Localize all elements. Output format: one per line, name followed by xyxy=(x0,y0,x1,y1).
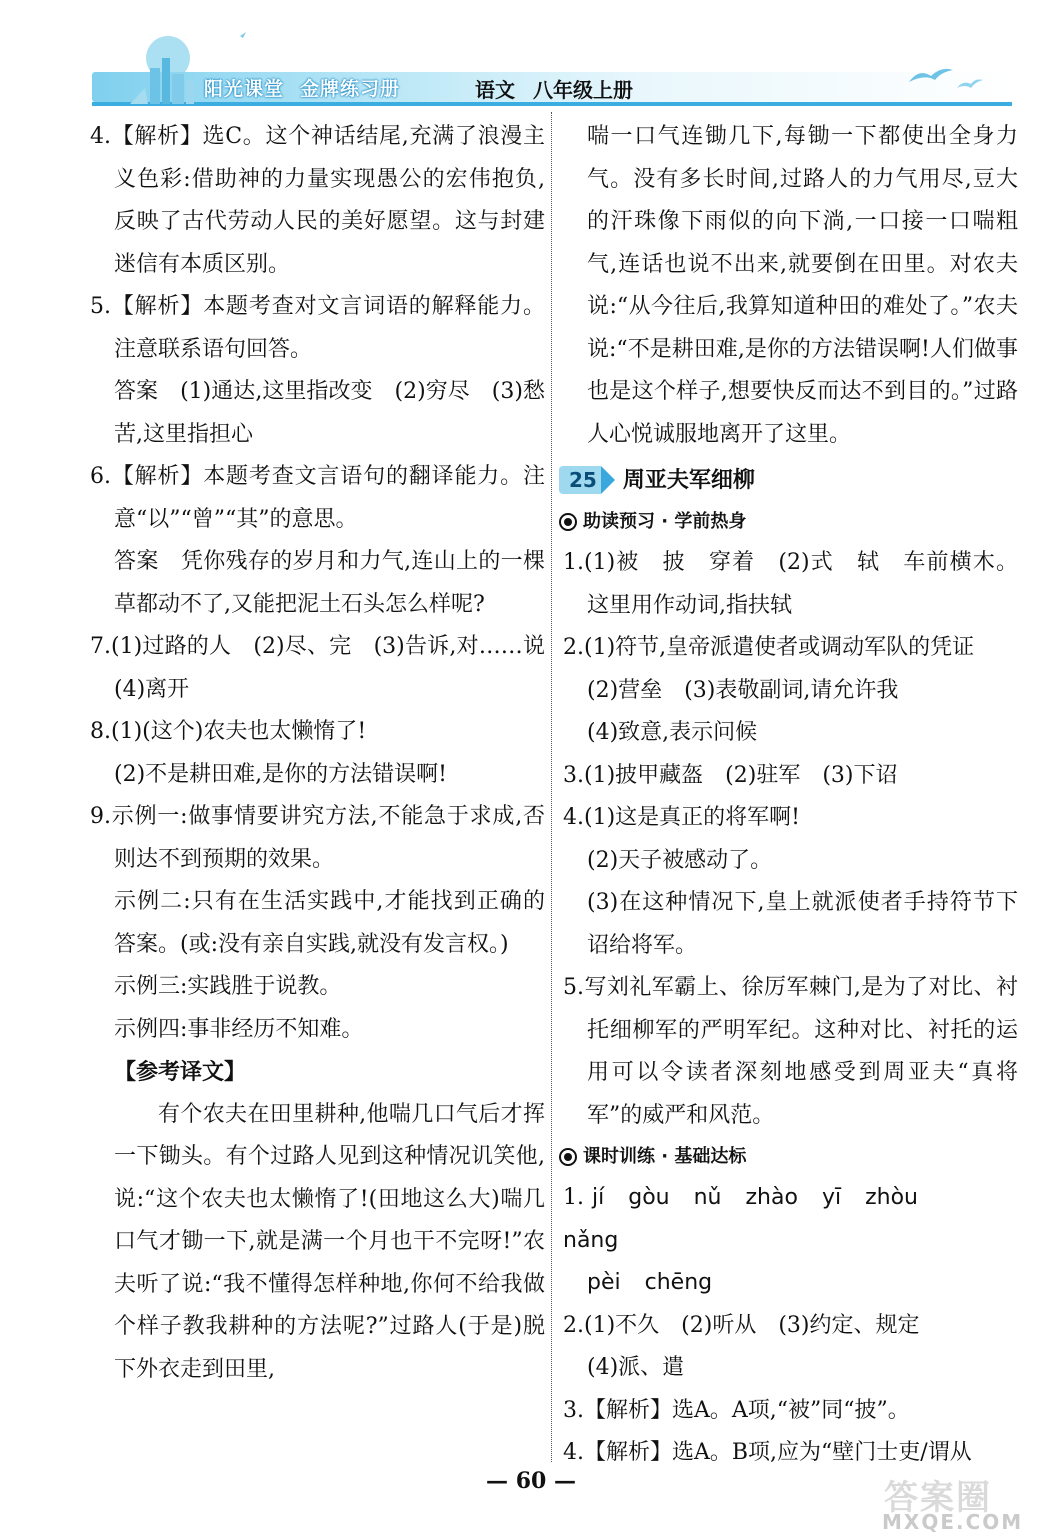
series-title xyxy=(204,74,416,101)
pinyin: yī xyxy=(821,1185,842,1210)
preview-q3: 3.(1)披甲藏盔 (2)驻军 (3)下诏 xyxy=(563,762,898,788)
pinyin: nǎng xyxy=(563,1227,619,1253)
series-name-1: 阳光课堂 xyxy=(204,78,285,100)
section-preview-title: 助读预习 · 学前热身 xyxy=(583,510,747,532)
reference-translation-heading: 【参考译文】 xyxy=(114,1059,247,1085)
answer-8-1: 8.(1)(这个)农夫也太懒惰了! xyxy=(90,719,367,744)
birds-icon xyxy=(905,58,985,94)
arrow-icon xyxy=(601,466,615,494)
subject-grade xyxy=(475,74,651,103)
training-t1-number: 1. xyxy=(563,1185,584,1210)
training-t3: 3.【解析】选A。A项,“被”同“披”。 xyxy=(563,1397,910,1423)
preview-q2-3: (4)致意,表示问候 xyxy=(587,720,758,745)
training-t4: 4.【解析】选A。B项,应为“壁门士吏/谓从 xyxy=(563,1440,972,1465)
answer-5: 5.【解析】本题考查对文言词语的解释能力。注意联系语句回答。 xyxy=(90,294,545,362)
watermark-logo xyxy=(870,1470,1055,1532)
column-divider xyxy=(551,112,552,1462)
answer-9-example-1: 9.示例一:做事情要讲究方法,不能急于求成,否则达不到预期的效果。 xyxy=(90,804,545,872)
training-t1-line2 xyxy=(563,1262,1018,1305)
circle-bullet-icon xyxy=(559,1148,577,1166)
answer-9-example-4: 示例四:事非经历不知难。 xyxy=(114,1016,364,1042)
page-number: — 60 — xyxy=(486,1468,576,1494)
series-name-2: 金牌练习册 xyxy=(300,78,401,100)
preview-q4-1: 4.(1)这是真正的将军啊! xyxy=(563,805,800,830)
preview-q4-2: (2)天子被感动了。 xyxy=(587,847,773,873)
page-header xyxy=(0,0,1062,112)
pinyin: chēng xyxy=(644,1270,713,1295)
preview-q4-3: (3)在这种情况下,皇上就派使者手持符节下诏给将军。 xyxy=(587,890,1018,958)
answer-6: 6.【解析】本题考查文言语句的翻译能力。注意“以”“曾”“其”的意思。 xyxy=(90,464,545,532)
training-t2-1: 2.(1)不久 (2)听从 (3)约定、规定 xyxy=(563,1312,920,1338)
right-column xyxy=(563,116,1018,1475)
section-training xyxy=(559,1137,1018,1177)
watermark-text: 答案圈 xyxy=(884,1478,992,1518)
answer-9-example-2: 示例二:只有在生活实践中,才能找到正确的答案。(或:没有亲自实践,就没有发言权。) xyxy=(114,889,545,957)
preview-q2-1: 2.(1)符节,皇帝派遣使者或调动军队的凭证 xyxy=(563,635,975,660)
watermark-url: MXQE.COM xyxy=(882,1510,1024,1534)
answer-7: 7.(1)过路的人 (2)尽、完 (3)告诉,对……说 (4)离开 xyxy=(90,634,568,702)
pinyin: pèi xyxy=(587,1270,621,1295)
pinyin: zhào xyxy=(745,1185,798,1210)
preview-q2-2: (2)营垒 (3)表敬副词,请允许我 xyxy=(587,677,899,703)
lesson-number: 25 xyxy=(559,466,601,494)
grade: 八年级上册 xyxy=(533,78,633,102)
pinyin: nǔ xyxy=(693,1185,722,1210)
left-column xyxy=(90,116,568,1391)
answer-6-key: 答案 凭你残存的岁月和力气,连山上的一棵草都动不了,又能把泥土石头怎么样呢? xyxy=(114,549,545,617)
answer-4: 4.【解析】选C。这个神话结尾,充满了浪漫主义色彩:借助神的力量实现愚公的宏伟抱负,反映了古代劳动人民的美好愿望。这与封建迷信有本质区别。 xyxy=(90,124,545,277)
answer-5-key: 答案 (1)通达,这里指改变 (2)穷尽 (3)愁苦,这里指担心 xyxy=(114,379,545,447)
lesson-title: 周亚夫军细柳 xyxy=(622,466,755,493)
circle-bullet-icon xyxy=(559,513,577,531)
training-t1 xyxy=(563,1177,1018,1262)
section-training-title: 课时训练 · 基础达标 xyxy=(583,1145,747,1167)
pinyin: gòu xyxy=(628,1185,670,1210)
pinyin: zhòu xyxy=(865,1185,918,1210)
pinyin: jí xyxy=(592,1185,605,1210)
preview-q5: 5.写刘礼军霸上、徐厉军棘门,是为了对比、衬托细柳军的严明军纪。这种对比、衬托的运用可以令读者深刻地感受到周亚夫“真将军”的威严和风范。 xyxy=(563,975,1018,1128)
lesson-heading xyxy=(559,458,1018,502)
preview-q1: 1.(1)被 披 穿着 (2)式 轼 车前横木。这里用作动词,指扶轼 xyxy=(563,550,1018,618)
answer-9-example-3: 示例三:实践胜于说教。 xyxy=(114,974,342,999)
answer-8-2: (2)不是耕田难,是你的方法错误啊! xyxy=(114,761,447,787)
reference-translation: 有个农夫在田里耕种,他喘几口气后才挥一下锄头。有个过路人见到这种情况讥笑他,说:“这个农夫也太懒惰了!(田地这么大)喘几口气才锄一下,就是满一个月也干不完呀!”农夫听了说:“我不懂得怎样种地,你何不给我做个样子教我耕种的方法呢?”过路人(于是)脱下外衣走到田里, xyxy=(114,1101,545,1382)
training-t2-2: (4)派、遣 xyxy=(587,1355,685,1380)
section-preview xyxy=(559,502,1018,542)
translation-continued: 喘一口气连锄几下,每锄一下都使出全身力气。没有多长时间,过路人的力气用尽,豆大的汗珠像下雨似的向下淌,一口接一口喘粗气,连话也说不出来,就要倒在田里。对农夫说:“从今往后,我算知道种田的难处了。”农夫说:“不是耕田难,是你的方法错误啊!人们做事也是这个样子,想要快反而达不到目的。”过路人心悦诚服地离开了这里。 xyxy=(587,124,1018,447)
subject: 语文 xyxy=(475,78,515,102)
